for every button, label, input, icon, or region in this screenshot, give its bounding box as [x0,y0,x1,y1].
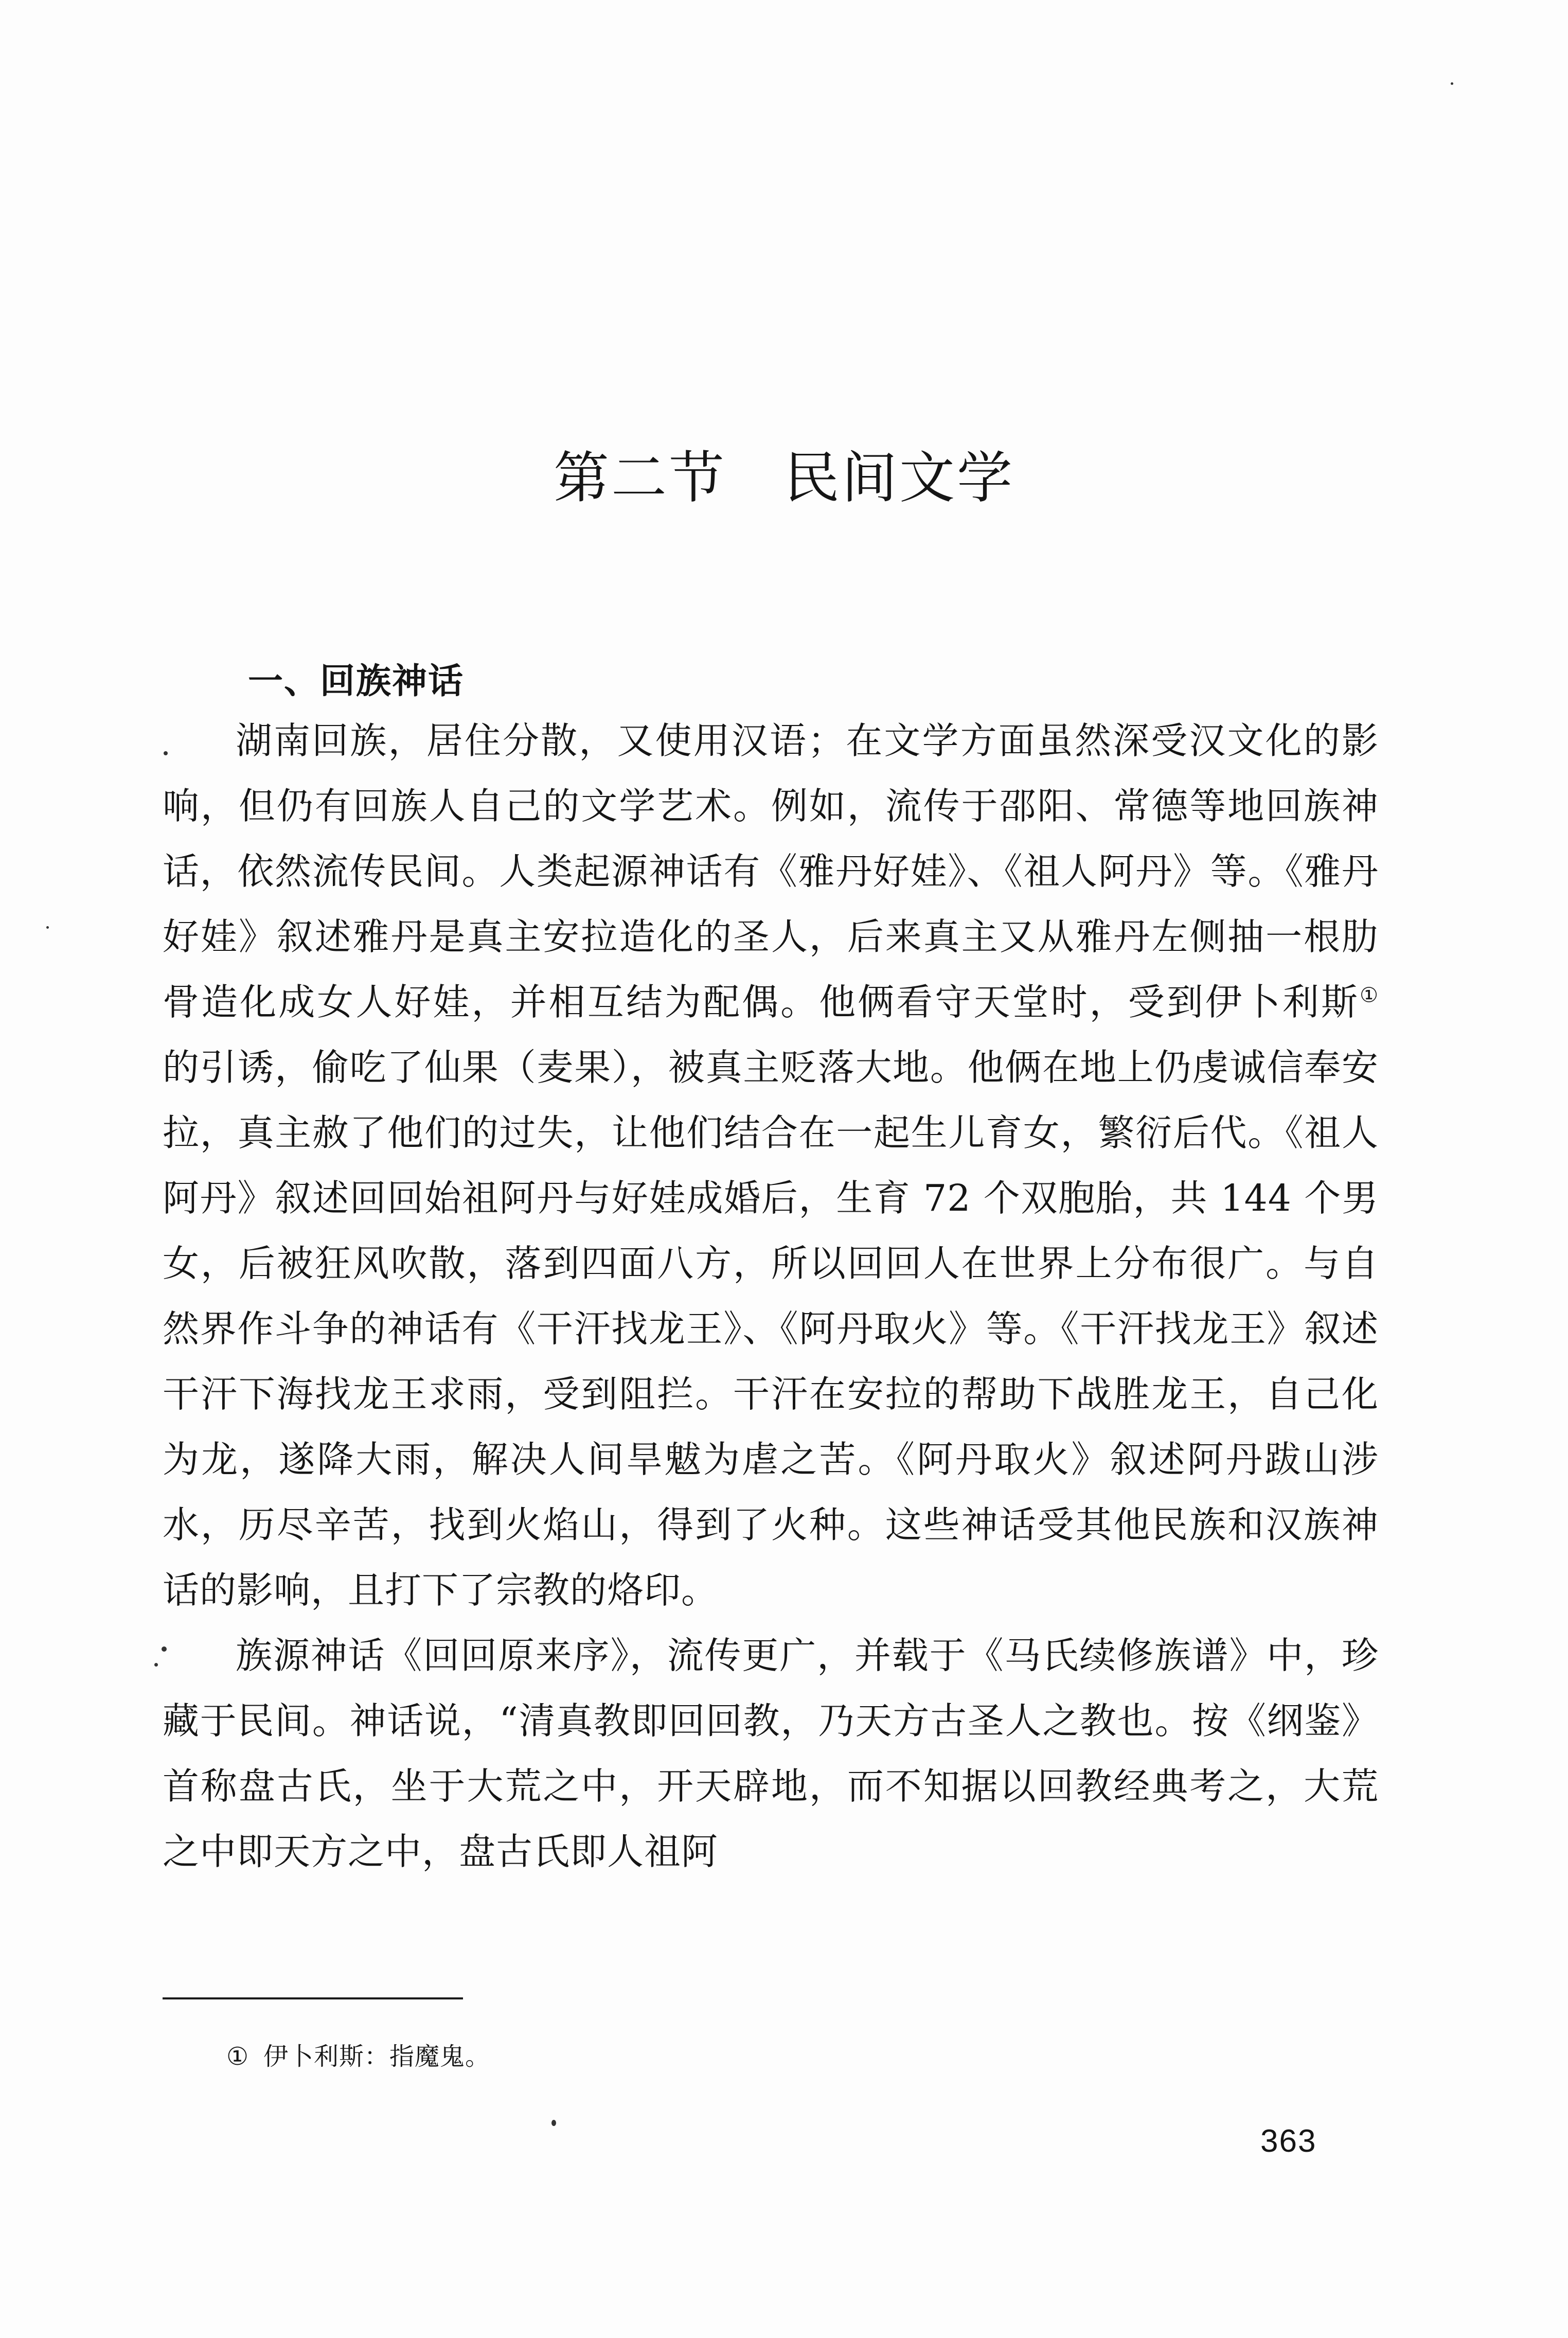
paragraph: 族源神话《回回原来序》，流传更广，并载于《马氏续修族谱》中，珍藏于民间。神话说，“清真教即回回教，乃天方古圣人之教也。按《纲鉴》首称盘古氏，坐于大荒之中，开天辟地，而不知据以回教经典考之，大荒之中即天方之中，盘古氏即人祖阿 [163,1634,1379,1873]
footnote-marker: ① [226,2042,250,2071]
scan-speck [551,2120,556,2126]
section-title: 第二节 民间文学 [553,446,1014,511]
scan-speck [164,751,168,755]
subsection-heading: 一、回族神话 [248,661,465,702]
paragraph-text: 湖南回族，居住分散，又使用汉语；在文学方面虽然深受汉文化的影响，但仍有回族人自己的文学艺术。例如，流传于邵阳、常德等地回族神话，依然流传民间。人类起源神话有《雅丹好娃》、《祖人阿丹》等。《雅丹好娃》叙述雅丹是真主安拉造化的圣人，后来真主又从雅丹左侧抽一根肋骨造化成女人好娃，并相互结为配偶。他俩看守天堂时，受到伊卜利斯 [163,719,1379,1023]
footnote-reference: ① [1360,983,1379,1007]
scan-speck [46,926,49,929]
scan-speck [1451,82,1453,85]
footnote [226,2036,490,2072]
paragraph [163,708,1379,1623]
footnote-text: 伊卜利斯：指魔鬼。 [263,2042,491,2071]
scan-speck [162,1646,167,1652]
page-number: 363 [1260,2123,1317,2159]
footnote-divider [163,1997,463,1999]
scan-speck [154,1663,158,1667]
paragraph-text-continued: 的引诱，偷吃了仙果（麦果），被真主贬落大地。他俩在地上仍虔诚信奉安拉，真主赦了他们的过失，让他们结合在一起生儿育女，繁衍后代。《祖人阿丹》叙述回回始祖阿丹与好娃成婚后，生育 72 个双胞胎，共 144 个男女，后被狂风吹散，落到四面八方，所以回回人在世界上分布很广。与自然界作斗争的神话有《干汗找龙王》、《阿丹取火》等。《干汗找龙王》叙述干汗下海找龙王求雨，受到阻拦。干汗在安拉的帮助下战胜龙王，自己化为龙，遂降大雨，解决人间旱魃为虐之苦。《阿丹取火》叙述阿丹跋山涉水，历尽辛苦，找到火焰山，得到了火种。这些神话受其他民族和汉族神话的影响，且打下了宗教的烙印。 [163,1046,1379,1611]
body-text [163,708,1379,1884]
